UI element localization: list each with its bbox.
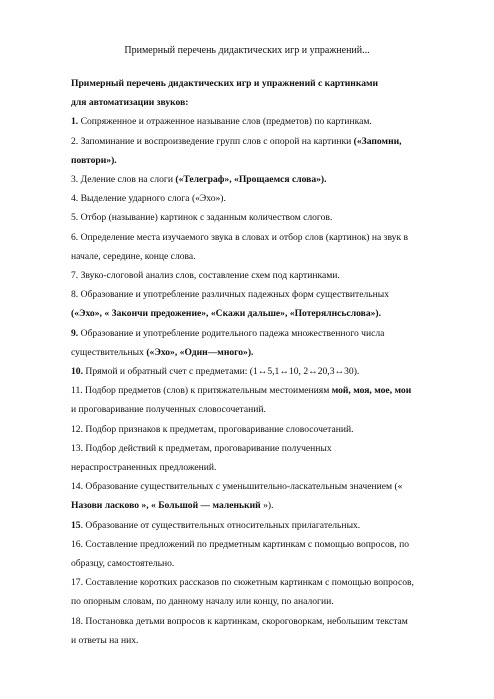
item-number: 14. bbox=[71, 481, 83, 493]
item-number: 18. bbox=[71, 615, 83, 627]
list-item-16 bbox=[71, 535, 471, 554]
item-number: 4. bbox=[71, 193, 79, 205]
list-item-14-cont bbox=[71, 496, 471, 515]
item-text: Выделение ударного слога («Эхо»). bbox=[78, 193, 226, 205]
list-item-13 bbox=[71, 439, 471, 458]
document-body bbox=[71, 74, 471, 650]
item-number: 8. bbox=[71, 289, 79, 301]
item-number: 12. bbox=[71, 423, 83, 435]
list-item-18 bbox=[71, 612, 471, 631]
item-text: Подбор предметов (слов) к притяжательным местоимениям bbox=[82, 385, 332, 397]
item-number: 1. bbox=[71, 116, 79, 128]
item-text: Составление коротких рассказов по сюжетным картинкам с помощью вопросов, bbox=[83, 577, 414, 589]
item-text: Образование и употребление различных падежных форм существительных bbox=[78, 289, 390, 301]
item-text: существительных bbox=[71, 346, 147, 358]
item-text: Определение места изучаемого звука в словах и отбор слов (картинок) на звук в bbox=[78, 231, 409, 243]
item-text: Подбор действий к предметам, проговаривание полученных bbox=[83, 442, 332, 454]
list-item-17-cont: по опорным словам, по данному началу или концу, по аналогии. bbox=[71, 596, 334, 608]
item-number: 2. bbox=[71, 135, 79, 147]
list-item-8-cont: («Эхо», « Закончи предожение», «Скажи дальше», «Потерялнсьслова»). bbox=[71, 308, 382, 320]
list-item-11-cont: и проговаривание полученных словосочетаний. bbox=[71, 404, 266, 416]
list-item-6-cont: начале, середине, конце слова. bbox=[71, 250, 196, 262]
item-bold-text: («Запомни, bbox=[353, 135, 402, 147]
item-text: Запоминание и воспроизведение групп слов с опорой на картинки bbox=[78, 135, 354, 147]
list-item-9 bbox=[71, 324, 471, 343]
item-number: 9. bbox=[71, 327, 79, 339]
list-item-17 bbox=[71, 573, 471, 592]
item-text: Отбор (называние) картинок с заданным количеством слогов. bbox=[78, 212, 333, 224]
item-text: Составление предложений по предметным картинкам с помощью вопросов, по bbox=[83, 538, 410, 550]
item-text: Образование существительных с уменьшительно-ласкательным значением (« bbox=[83, 481, 403, 493]
list-item-2 bbox=[71, 132, 471, 151]
list-item-12 bbox=[71, 420, 471, 439]
list-item-6 bbox=[71, 228, 471, 247]
list-item-13-cont: нераспространенных предложений. bbox=[71, 462, 217, 474]
item-number: 6. bbox=[71, 231, 79, 243]
item-number: 3. bbox=[71, 174, 79, 186]
heading-line-1: Примерный перечень дидактических игр и упражнений с картинками bbox=[71, 78, 379, 89]
list-item-4 bbox=[71, 189, 471, 208]
list-item-5 bbox=[71, 208, 471, 227]
list-item-10 bbox=[71, 362, 471, 381]
list-item-16-cont: образцу, самостоятельно. bbox=[71, 558, 175, 570]
item-text: Подбор признаков к предметам, проговаривание словосочетаний. bbox=[83, 423, 354, 435]
item-text: »). bbox=[260, 500, 274, 512]
item-text: Постановка детьми вопросов к картинкам, скороговоркам, небольшим текстам bbox=[83, 615, 408, 627]
item-number: 13. bbox=[71, 442, 83, 454]
item-number: 16. bbox=[71, 538, 83, 550]
item-number: 7. bbox=[71, 270, 79, 282]
list-item-8 bbox=[71, 285, 471, 304]
item-text: Образование и употребление родительного падежа множественного числа bbox=[78, 327, 385, 339]
list-item-9-cont bbox=[71, 343, 471, 362]
list-item-18-cont: и ответы на них. bbox=[71, 634, 139, 646]
item-number: 15 bbox=[71, 519, 81, 531]
page-title: Примерный перечень дидактических игр и упражнений... bbox=[124, 45, 370, 56]
heading-line-2: для автоматизации звуков: bbox=[71, 97, 189, 109]
item-bold-text: («Телеграф», «Прощаемся слова»). bbox=[175, 174, 327, 186]
item-bold-text: Назови ласково », « Большой — маленький bbox=[71, 500, 261, 512]
item-text: Сопряженное и отраженное называние слов (предметов) по картинкам. bbox=[78, 116, 372, 128]
item-text: . Образование от существительных относительных прилагательных. bbox=[80, 519, 361, 531]
list-item-14 bbox=[71, 477, 471, 496]
list-item-7 bbox=[71, 266, 471, 285]
item-number: 10. bbox=[71, 366, 83, 378]
item-bold-text: («Эхо», «Один—много»). bbox=[146, 346, 254, 358]
list-item-1 bbox=[71, 112, 471, 131]
list-item-11 bbox=[71, 381, 471, 400]
list-item-3 bbox=[71, 170, 471, 189]
item-text: Прямой и обратный счет с предметами: (1↔5,1↔10, 2↔20,3↔30). bbox=[83, 366, 360, 378]
item-number: 11. bbox=[71, 385, 83, 397]
list-item-15 bbox=[71, 516, 471, 535]
item-text: Деление слов на слоги bbox=[78, 174, 176, 186]
item-bold-text: мой, моя, мое, мои bbox=[331, 385, 412, 397]
item-number: 17. bbox=[71, 577, 83, 589]
item-text: Звуко-слоговой анализ слов, составление схем под картинками. bbox=[78, 270, 340, 282]
list-item-2-cont: повтори»). bbox=[71, 154, 117, 166]
item-number: 5. bbox=[71, 212, 79, 224]
